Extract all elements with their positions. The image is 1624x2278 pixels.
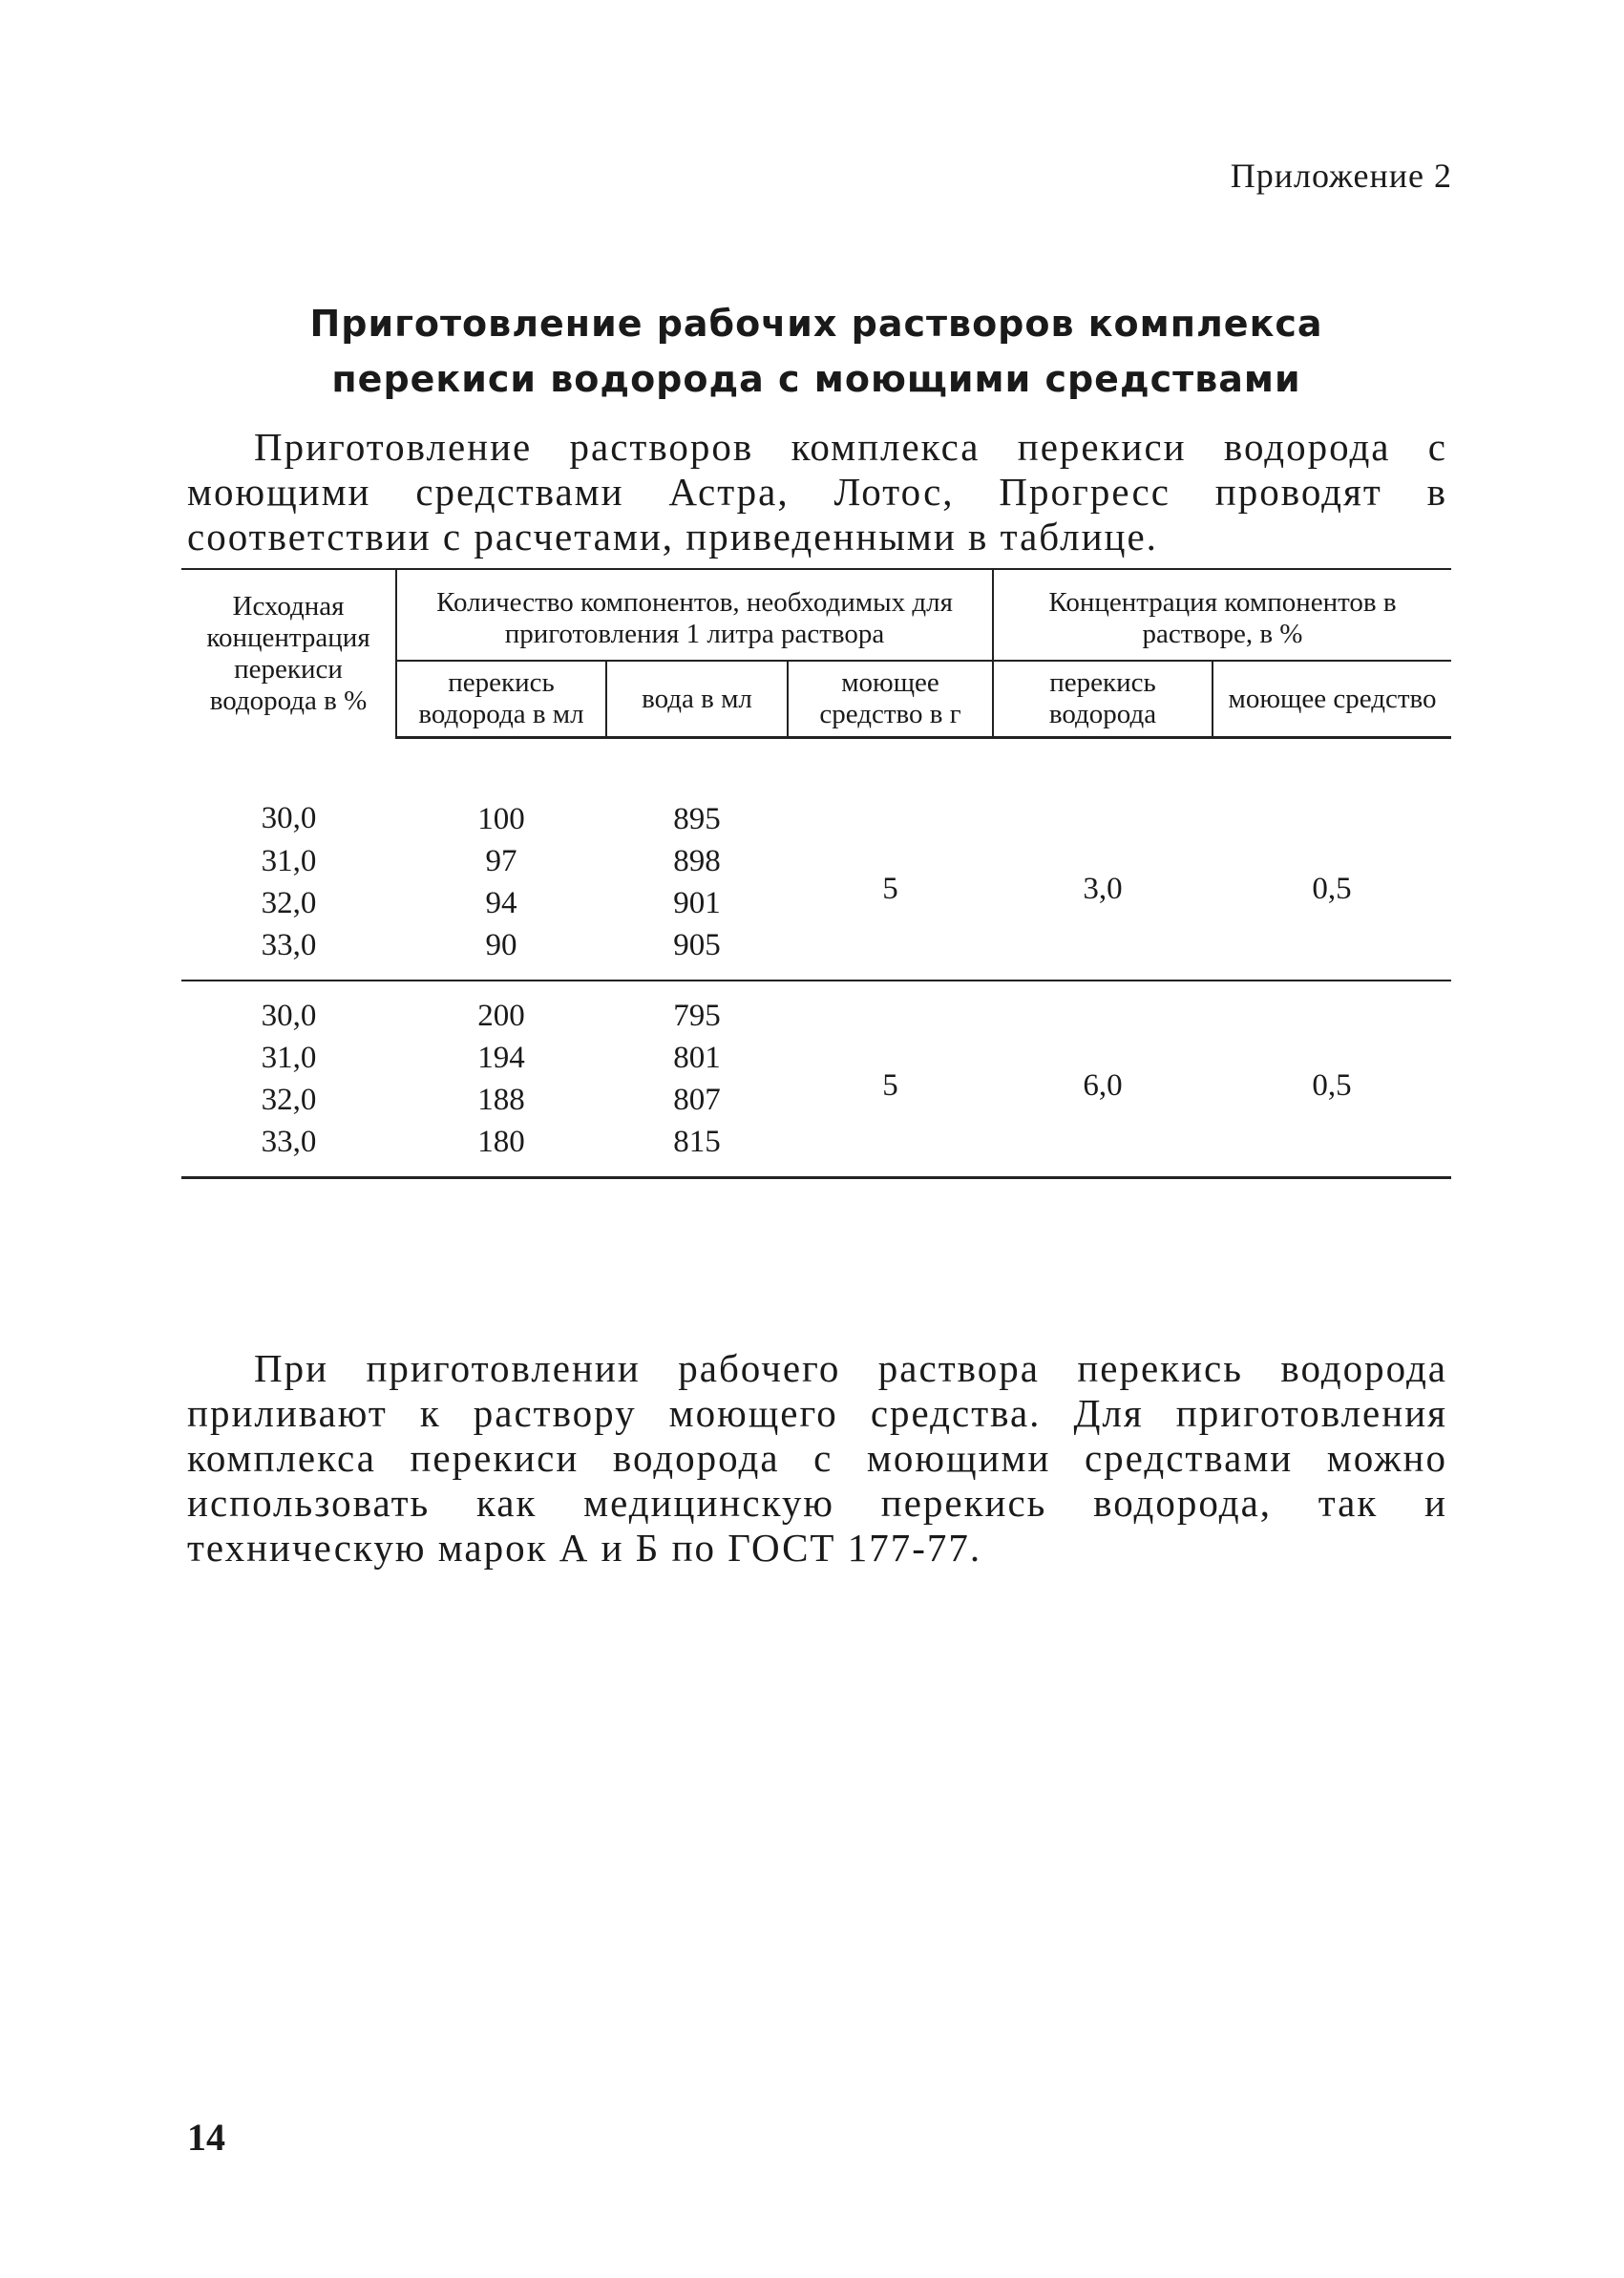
header-detergent-pct: моющее средство — [1213, 661, 1451, 738]
table-row — [181, 981, 1451, 1037]
cell-detergent-g: 5 — [882, 1068, 898, 1103]
page-title — [181, 296, 1451, 407]
cell-water-ml: 807 — [673, 1083, 721, 1117]
header-water-ml: вода в мл — [606, 661, 788, 738]
table-row — [181, 738, 1451, 841]
cell-peroxide-ml: 97 — [485, 844, 517, 878]
cell-detergent-g: 5 — [882, 872, 898, 906]
cell-peroxide-ml: 194 — [477, 1041, 525, 1075]
cell-concentration: 31,0 — [261, 844, 317, 878]
appendix-label: Приложение 2 — [1230, 157, 1452, 195]
cell-water-ml: 801 — [673, 1041, 721, 1075]
cell-concentration: 32,0 — [261, 1083, 317, 1117]
cell-peroxide-pct: 6,0 — [1083, 1068, 1123, 1103]
title-line-2: перекиси водорода с моющими средствами — [331, 358, 1301, 400]
table-group — [181, 738, 1451, 981]
cell-detergent-pct: 0,5 — [1312, 872, 1352, 906]
cell-concentration: 30,0 — [261, 801, 317, 836]
header-initial-concentration: Исходная концентрация перекиси водорода в % — [181, 569, 396, 738]
cell-water-ml: 901 — [673, 886, 721, 920]
cell-peroxide-ml: 94 — [485, 886, 517, 920]
cell-peroxide-ml: 90 — [485, 928, 517, 962]
header-peroxide-pct: перекись водорода — [993, 661, 1213, 738]
cell-peroxide-ml: 188 — [477, 1083, 525, 1117]
cell-concentration: 33,0 — [261, 928, 317, 962]
table-group — [181, 981, 1451, 1178]
title-line-1: Приготовление рабочих растворов комплекса — [309, 303, 1323, 345]
cell-water-ml: 795 — [673, 999, 721, 1033]
solutions-table — [181, 568, 1451, 1179]
cell-concentration: 30,0 — [261, 999, 317, 1033]
cell-water-ml: 895 — [673, 802, 721, 836]
header-components-concentration: Концентрация компонентов в растворе, в % — [993, 569, 1451, 661]
outro-paragraph: При приготовлении рабочего раствора перекись водорода приливают к раствору моющего средства. Для приготовления комплекса перекиси водорода с моющими средствами можно использовать как медицинскую перекись водорода, так и техническую марок А и Б по ГОСТ 177-77. — [187, 1346, 1447, 1570]
cell-concentration: 33,0 — [261, 1125, 317, 1159]
cell-peroxide-ml: 100 — [477, 802, 525, 836]
header-detergent-g: моющее средство в г — [788, 661, 993, 738]
header-components-amount: Количество компонентов, необходимых для приготовления 1 литра раствора — [396, 569, 993, 661]
cell-concentration: 31,0 — [261, 1041, 317, 1075]
cell-peroxide-pct: 3,0 — [1083, 872, 1123, 906]
cell-detergent-pct: 0,5 — [1312, 1068, 1352, 1103]
cell-peroxide-ml: 180 — [477, 1125, 525, 1159]
intro-paragraph: Приготовление растворов комплекса перекиси водорода с моющими средствами Астра, Лотос, Прогресс проводят в соответствии с расчетами, приведенными в таблице. — [187, 425, 1447, 559]
cell-concentration: 32,0 — [261, 886, 317, 920]
page-number: 14 — [187, 2116, 225, 2159]
cell-water-ml: 898 — [673, 844, 721, 878]
cell-water-ml: 905 — [673, 928, 721, 962]
cell-peroxide-ml: 200 — [477, 999, 525, 1033]
cell-water-ml: 815 — [673, 1125, 721, 1159]
header-peroxide-ml: перекись водорода в мл — [396, 661, 606, 738]
